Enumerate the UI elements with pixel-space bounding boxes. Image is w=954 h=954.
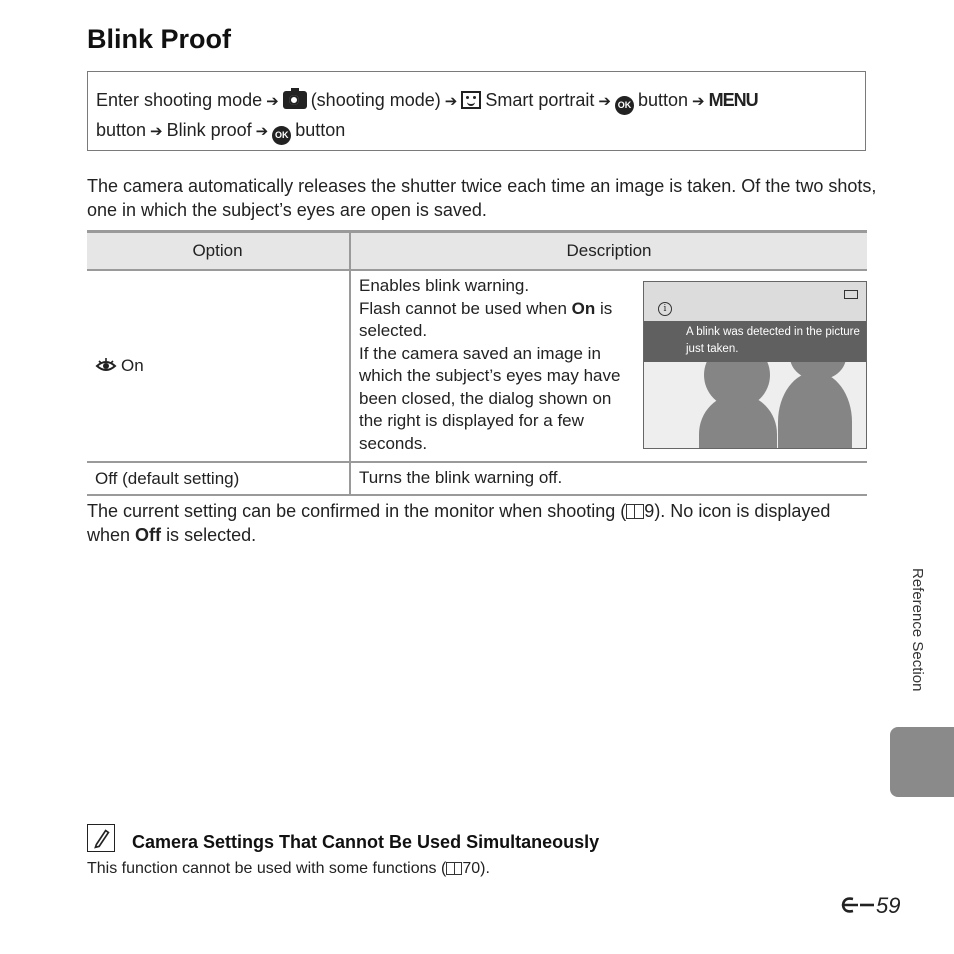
navigation-path-box xyxy=(87,71,866,151)
setting-confirmation-paragraph xyxy=(87,499,847,547)
page-number xyxy=(840,893,900,919)
camera-icon xyxy=(283,91,307,109)
nav-step-button: button xyxy=(637,90,688,110)
navigation-path-line-1 xyxy=(96,86,857,116)
table-header-option: Option xyxy=(87,232,350,271)
description-cell-on xyxy=(350,270,867,462)
nav-step-smart-portrait: Smart portrait xyxy=(485,90,595,110)
desc-bold-on: On xyxy=(571,298,596,318)
ok-button-icon: OK xyxy=(272,126,291,145)
camera-monitor-illustration xyxy=(643,281,867,449)
blink-warning-message: A blink was detected in the picture just taken. xyxy=(644,321,866,362)
option-on-label: On xyxy=(121,356,144,375)
pencil-note-icon xyxy=(87,824,115,852)
menu-button-icon: MENU xyxy=(708,90,758,110)
after-text: The current setting can be confirmed in the monitor when shooting ( xyxy=(87,501,627,521)
note-body xyxy=(87,860,490,878)
arrow-right-icon: ➔ xyxy=(255,123,269,140)
nav-step-button: button xyxy=(295,120,346,140)
section-tab xyxy=(890,727,954,797)
nav-step-shooting-mode: Enter shooting mode xyxy=(96,90,263,110)
after-bold-off: Off xyxy=(135,525,162,545)
desc-line: Flash cannot be used when xyxy=(359,298,567,318)
reference-e-icon xyxy=(840,895,876,915)
nav-step-blink-proof: Blink proof xyxy=(166,120,252,140)
battery-icon xyxy=(844,290,858,299)
book-reference-icon xyxy=(626,504,644,519)
table-header-row xyxy=(87,232,867,271)
page-reference: 9 xyxy=(644,501,655,521)
note-heading: Camera Settings That Cannot Be Used Simultaneously xyxy=(132,832,600,852)
page-reference: 70 xyxy=(462,860,481,877)
arrow-right-icon: ➔ xyxy=(598,93,611,110)
table-row xyxy=(87,270,867,462)
arrow-right-icon: ➔ xyxy=(150,123,163,140)
options-table xyxy=(87,230,867,496)
nav-step-button: button xyxy=(96,120,147,140)
note-text: ). xyxy=(480,860,490,877)
after-text: is selected. xyxy=(166,525,257,545)
table-row xyxy=(87,462,867,495)
note-text: This function cannot be used with some functions ( xyxy=(87,860,447,877)
blink-proof-icon xyxy=(95,356,117,374)
book-reference-icon xyxy=(446,862,462,875)
after-text: ). No icon is displayed when xyxy=(87,501,831,545)
desc-line: is selected. xyxy=(359,298,613,340)
description-text-on xyxy=(359,275,629,455)
navigation-path-line-2 xyxy=(96,116,857,146)
intro-paragraph: The camera automatically releases the shutter twice each time an image is taken. Of the two shots, one in which the subject’s eyes are open is saved. xyxy=(87,176,877,220)
page-number-value: 59 xyxy=(876,893,901,918)
ok-button-icon: OK xyxy=(615,96,634,115)
table-header-description: Description xyxy=(350,232,867,271)
option-cell-on xyxy=(87,270,350,462)
nav-step-shooting-mode-label: (shooting mode) xyxy=(310,90,441,110)
arrow-right-icon: ➔ xyxy=(444,93,458,110)
description-cell-off: Turns the blink warning off. xyxy=(350,462,867,495)
option-cell-off: Off (default setting) xyxy=(87,462,350,495)
desc-line: Enables blink warning. xyxy=(359,276,530,295)
desc-line: If the camera saved an image in which the subject’s eyes may have been closed, the dialog shown on the right is displayed for a few seconds. xyxy=(359,343,621,453)
side-section-label: Reference Section xyxy=(909,568,926,692)
arrow-right-icon: ➔ xyxy=(692,93,705,110)
smart-portrait-icon xyxy=(461,91,481,109)
info-icon: i xyxy=(658,302,672,316)
page-title: Blink Proof xyxy=(87,24,232,54)
arrow-right-icon: ➔ xyxy=(266,93,279,110)
